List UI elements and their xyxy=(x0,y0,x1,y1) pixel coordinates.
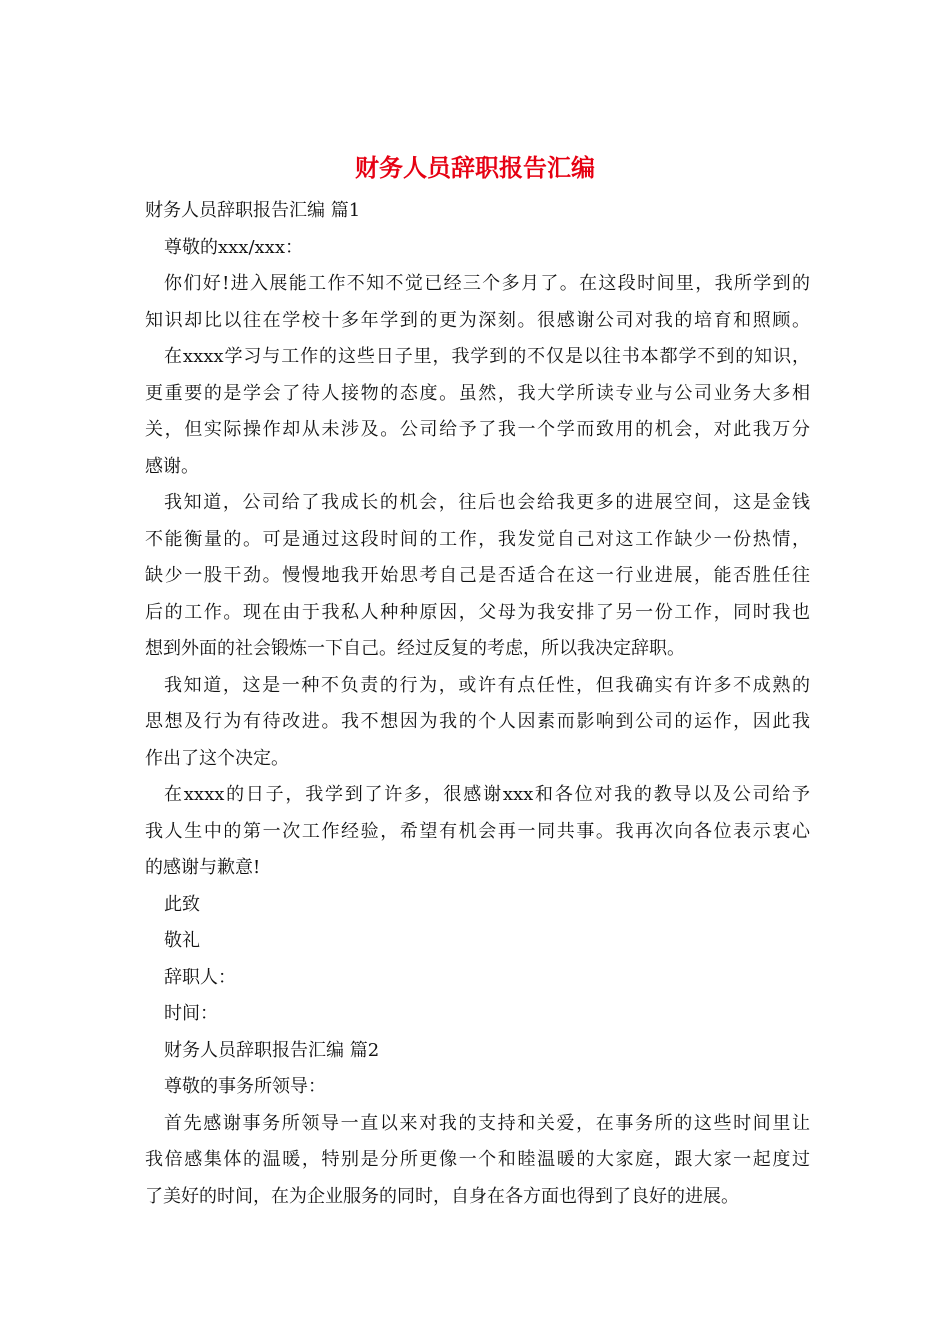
paragraph-line: 我知道，这是一种不负责的行为，或许有点任性，但我确实有许多不成熟的 xyxy=(164,674,810,696)
closing-line: 此致 xyxy=(164,893,200,915)
paragraph-line: 我倍感集体的温暖，特别是分所更像一个和睦温暖的大家庭，跟大家一起度过 xyxy=(145,1149,810,1170)
paragraph-line: 不能衡量的。可是通过这段时间的工作，我发觉自己对这工作缺少一份热情， xyxy=(145,528,810,550)
paragraph-line: 关，但实际操作却从未涉及。公司给予了我一个学而致用的机会，对此我万分 xyxy=(145,419,810,440)
date-line: 时间： xyxy=(164,1003,218,1024)
paragraph-line: 感谢。 xyxy=(145,455,199,477)
paragraph-line: 你们好!进入展能工作不知不觉已经三个多月了。在这段时间里，我所学到的 xyxy=(164,273,810,294)
paragraph-line: 后的工作。现在由于我私人种种原因，父母为我安排了另一份工作，同时我也 xyxy=(145,601,810,623)
section-heading-2: 财务人员辞职报告汇编 篇2 xyxy=(164,1039,380,1061)
paragraph-line: 我人生中的第一次工作经验，希望有机会再一同共事。我再次向各位表示衷心 xyxy=(145,820,810,842)
paragraph-line: 知识却比以往在学校十多年学到的更为深刻。很感谢公司对我的培育和照顾。 xyxy=(145,309,810,331)
salutation: 尊敬的xxx/xxx： xyxy=(164,236,303,258)
signature-line: 辞职人： xyxy=(164,966,236,988)
paragraph-line: 首先感谢事务所领导一直以来对我的支持和关爱，在事务所的这些时间里让 xyxy=(164,1112,810,1134)
paragraph-line: 想到外面的社会锻炼一下自己。经过反复的考虑，所以我决定辞职。 xyxy=(145,638,685,659)
paragraph-line: 作出了这个决定。 xyxy=(145,747,289,769)
salutation: 尊敬的事务所领导： xyxy=(164,1076,326,1097)
closing-line: 敬礼 xyxy=(164,930,200,951)
paragraph-line: 在xxxx学习与工作的这些日子里，我学到的不仅是以往书本都学不到的知识， xyxy=(164,346,810,367)
paragraph-line: 更重要的是学会了待人接物的态度。虽然，我大学所读专业与公司业务大多相 xyxy=(145,382,810,404)
paragraph-line: 思想及行为有待改进。我不想因为我的个人因素而影响到公司的运作，因此我 xyxy=(145,711,810,732)
paragraph-line: 在xxxx的日子，我学到了许多，很感谢xxx和各位对我的教导以及公司给予 xyxy=(164,784,810,805)
paragraph-line: 我知道，公司给了我成长的机会，往后也会给我更多的进展空间，这是金钱 xyxy=(164,492,810,513)
document-body xyxy=(145,193,810,1215)
document-title: 财务人员辞职报告汇编 xyxy=(355,153,595,182)
paragraph-line: 了美好的时间，在为企业服务的同时，自身在各方面也得到了良好的进展。 xyxy=(145,1185,739,1207)
paragraph-line: 缺少一股干劲。慢慢地我开始思考自己是否适合在这一行业进展，能否胜任往 xyxy=(145,565,810,586)
section-heading-1: 财务人员辞职报告汇编 篇1 xyxy=(145,200,361,221)
paragraph-line: 的感谢与歉意! xyxy=(145,857,261,878)
